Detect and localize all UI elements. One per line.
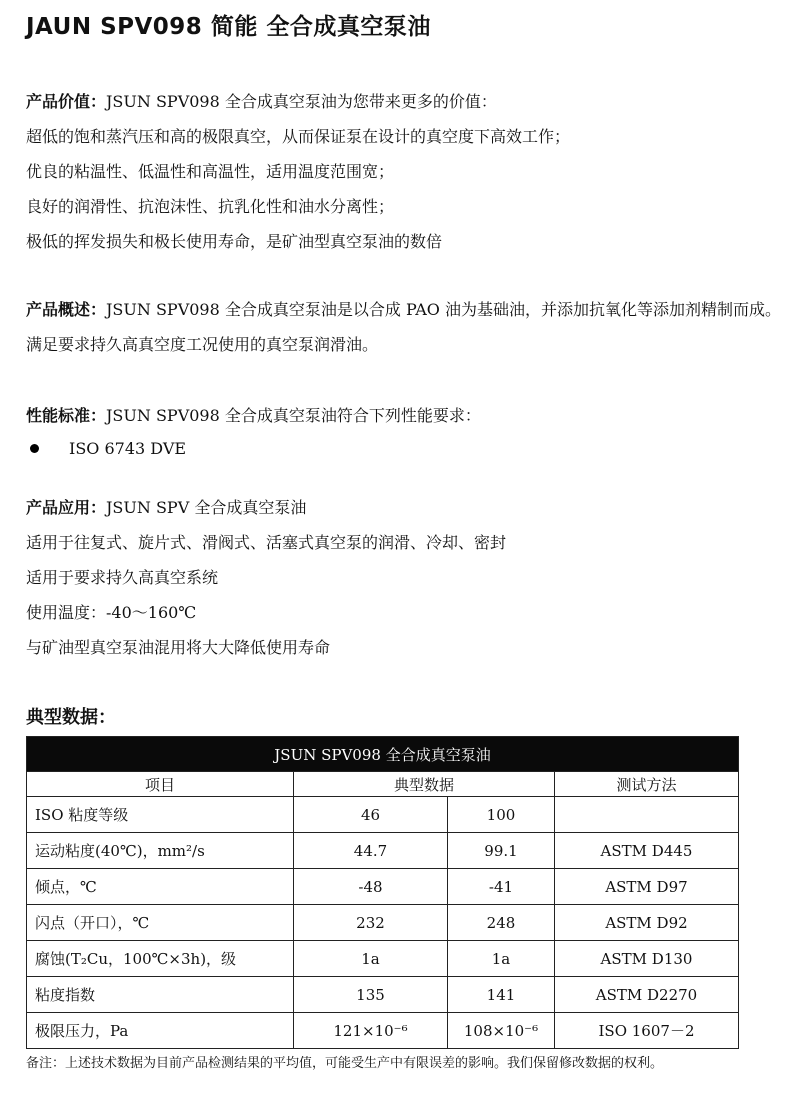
bullet-icon <box>30 444 39 453</box>
row-value-2: -41 <box>448 869 555 905</box>
application-item: 适用于要求持久高真空系统 <box>26 568 219 587</box>
row-value-2: 108×10⁻⁶ <box>448 1013 555 1049</box>
typical-data-table <box>26 736 739 1049</box>
row-value-2: 141 <box>448 977 555 1013</box>
row-value-2: 1a <box>448 941 555 977</box>
row-value-1: 1a <box>294 941 448 977</box>
row-value-1: 232 <box>294 905 448 941</box>
header-method: 测试方法 <box>555 772 739 797</box>
table-title: JSUN SPV098 全合成真空泵油 <box>27 737 739 772</box>
row-method: ASTM D130 <box>555 941 739 977</box>
application-item: 使用温度：-40～160℃ <box>26 603 197 622</box>
standard-intro: JSUN SPV098 全合成真空泵油符合下列性能要求： <box>106 406 481 425</box>
value-item: 超低的饱和蒸汽压和高的极限真空，从而保证泵在设计的真空度下高效工作； <box>26 127 571 146</box>
overview-text: JSUN SPV098 全合成真空泵油是以合成 PAO 油为基础油，并添加抗氧化等添加剂精制而成。满足要求持久高真空度工况使用的真空泵润滑油。 <box>26 300 782 354</box>
application-item: 适用于往复式、旋片式、滑阀式、活塞式真空泵的润滑、冷却、密封 <box>26 533 507 552</box>
table-row <box>27 941 739 977</box>
application-item: 与矿油型真空泵油混用将大大降低使用寿命 <box>26 638 331 657</box>
footnote: 备注：上述技术数据为目前产品检测结果的平均值，可能受生产中有限误差的影响。我们保留修改数据的权利。 <box>26 1056 664 1071</box>
page-title: JAUN SPV098 简能 全合成真空泵油 <box>26 14 431 40</box>
standard-section <box>26 398 794 463</box>
table-row <box>27 869 739 905</box>
value-section <box>26 84 794 259</box>
row-name: 腐蚀(T₂Cu，100℃×3h)，级 <box>27 941 294 977</box>
table-row <box>27 905 739 941</box>
row-name: 倾点，℃ <box>27 869 294 905</box>
application-intro-line <box>26 490 794 525</box>
row-method: ASTM D97 <box>555 869 739 905</box>
row-name: 闪点（开口），℃ <box>27 905 294 941</box>
row-name: 运动粘度(40℃)，mm²/s <box>27 833 294 869</box>
row-name: ISO 粘度等级 <box>27 797 294 833</box>
row-value-2: 99.1 <box>448 833 555 869</box>
table-header-row <box>27 772 739 797</box>
header-data: 典型数据 <box>294 772 555 797</box>
application-label: 产品应用： <box>26 498 107 517</box>
row-value-1: 46 <box>294 797 448 833</box>
row-method: ISO 1607－2 <box>555 1013 739 1049</box>
row-name: 粘度指数 <box>27 977 294 1013</box>
row-name: 极限压力，Pa <box>27 1013 294 1049</box>
standard-intro-line <box>26 398 794 433</box>
value-item: 优良的粘温性、低温性和高温性，适用温度范围宽； <box>26 162 395 181</box>
row-value-1: 121×10⁻⁶ <box>294 1013 448 1049</box>
application-intro: JSUN SPV 全合成真空泵油 <box>106 498 307 517</box>
table-row <box>27 977 739 1013</box>
value-intro-line <box>26 84 794 119</box>
value-label: 产品价值： <box>26 92 107 111</box>
row-method: ASTM D445 <box>555 833 739 869</box>
table-row <box>27 833 739 869</box>
header-item: 项目 <box>27 772 294 797</box>
value-item: 良好的润滑性、抗泡沫性、抗乳化性和油水分离性； <box>26 197 395 216</box>
row-method: ASTM D92 <box>555 905 739 941</box>
table-row <box>27 797 739 833</box>
row-method: ASTM D2270 <box>555 977 739 1013</box>
standard-bullet <box>26 433 794 463</box>
standard-bullet-text: ISO 6743 DVE <box>69 438 187 458</box>
standard-label: 性能标准： <box>26 406 107 425</box>
typical-heading: 典型数据： <box>26 707 116 728</box>
table-row <box>27 1013 739 1049</box>
row-value-1: -48 <box>294 869 448 905</box>
overview-label: 产品概述： <box>26 300 107 319</box>
table-title-row <box>27 737 739 772</box>
overview-section <box>26 292 794 362</box>
row-value-2: 100 <box>448 797 555 833</box>
row-value-2: 248 <box>448 905 555 941</box>
value-intro: JSUN SPV098 全合成真空泵油为您带来更多的价值： <box>106 92 497 111</box>
value-item: 极低的挥发损失和极长使用寿命，是矿油型真空泵油的数倍 <box>26 232 443 251</box>
row-method <box>555 797 739 833</box>
application-section <box>26 490 794 665</box>
row-value-1: 44.7 <box>294 833 448 869</box>
row-value-1: 135 <box>294 977 448 1013</box>
